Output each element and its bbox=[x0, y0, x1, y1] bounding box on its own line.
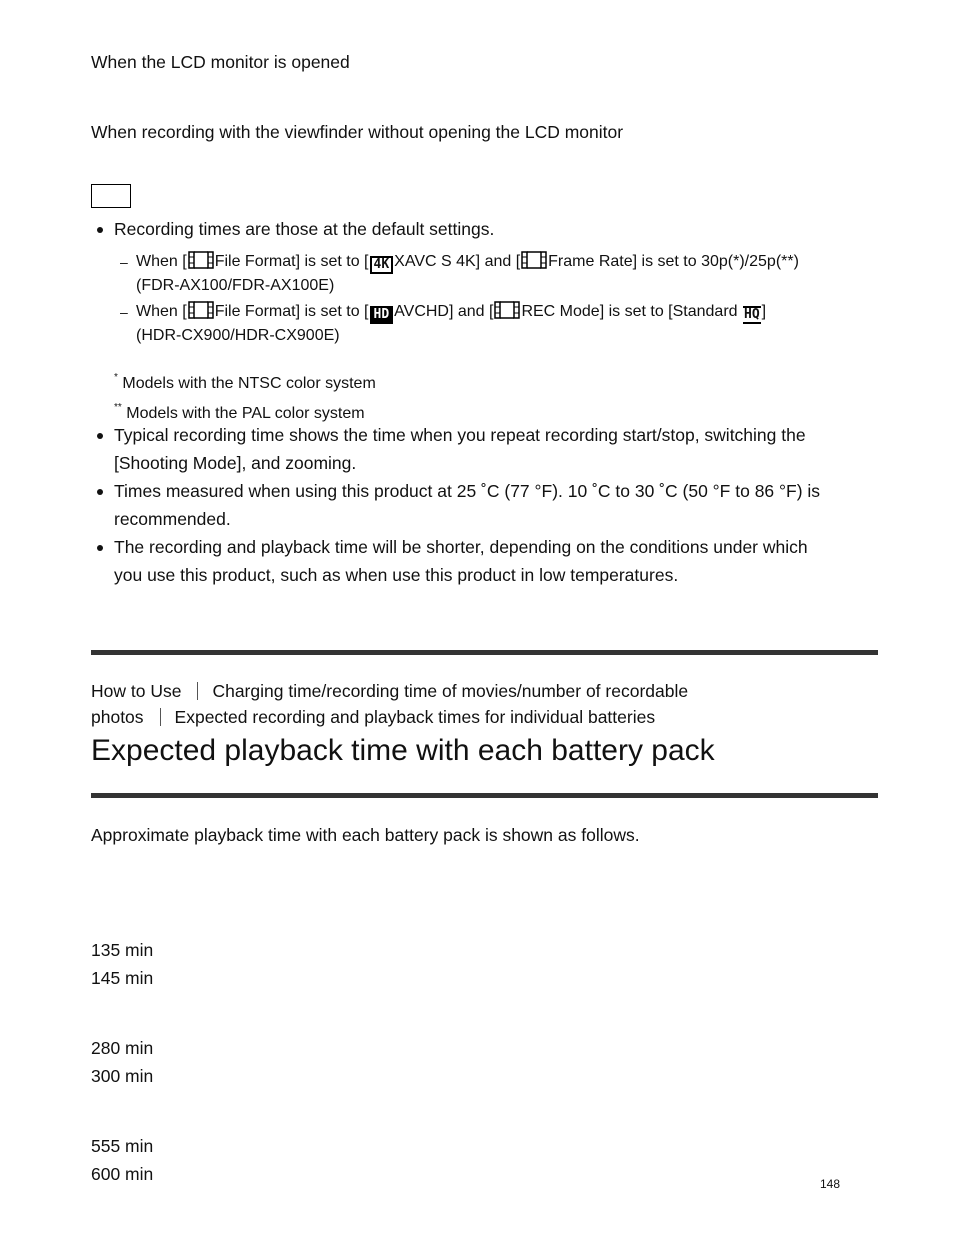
sub-note-1-models: (FDR-AX100/FDR-AX100E) bbox=[136, 277, 335, 294]
note-box bbox=[91, 184, 131, 208]
film-icon bbox=[521, 251, 547, 269]
bullet-dot bbox=[97, 227, 103, 233]
hq-icon: HQ bbox=[744, 307, 760, 322]
footnote-mark: * bbox=[114, 372, 118, 383]
note-bullet-4-line-1: The recording and playback time will be shorter, depending on the conditions under which bbox=[114, 537, 808, 557]
footnote-mark: ** bbox=[114, 402, 122, 413]
breadcrumb-charging-time[interactable]: Charging time/recording time of movies/number of recordable bbox=[212, 681, 689, 701]
playback-time-value: 600 min bbox=[91, 1164, 154, 1184]
sub-note-2 bbox=[136, 300, 766, 324]
film-icon bbox=[494, 301, 520, 319]
bullet-dot bbox=[97, 489, 103, 495]
viewfinder-label: When recording with the viewfinder without opening the LCD monitor bbox=[91, 122, 624, 142]
breadcrumb-separator bbox=[160, 708, 161, 726]
hd-icon: HD bbox=[370, 306, 394, 324]
playback-time-value: 280 min bbox=[91, 1038, 154, 1058]
page-number: 148 bbox=[820, 1177, 841, 1191]
note-bullet-2-line-2: [Shooting Mode], and zooming. bbox=[114, 453, 357, 473]
playback-time-value: 555 min bbox=[91, 1136, 154, 1156]
sub-note-2-p1: When [ bbox=[136, 303, 187, 320]
sub-note-2-p3: AVCHD] and [ bbox=[394, 303, 494, 320]
breadcrumb-expected-times[interactable]: Expected recording and playback times for individual batteries bbox=[174, 707, 656, 727]
dash-marker: – bbox=[120, 254, 128, 270]
breadcrumb-how-to-use[interactable]: How to Use bbox=[91, 681, 182, 701]
playback-time-value: 145 min bbox=[91, 968, 154, 988]
footnote-ntsc bbox=[114, 366, 376, 396]
film-icon bbox=[188, 251, 214, 269]
4k-icon: 4K bbox=[370, 256, 394, 274]
playback-time-value: 300 min bbox=[91, 1066, 154, 1086]
sub-note-2-p5: ] bbox=[761, 303, 767, 320]
intro-text: Approximate playback time with each battery pack is shown as follows. bbox=[91, 825, 640, 845]
sub-note-2-models: (HDR-CX900/HDR-CX900E) bbox=[136, 327, 340, 344]
section-divider bbox=[91, 650, 878, 655]
sub-note-2-p4: REC Mode] is set to [Standard bbox=[521, 303, 738, 320]
sub-note-1-p2: File Format] is set to [ bbox=[214, 253, 369, 270]
sub-note-1 bbox=[136, 250, 799, 274]
dash-marker: – bbox=[120, 304, 128, 320]
bullet-dot bbox=[97, 433, 103, 439]
breadcrumb-charging-time-cont[interactable]: photos bbox=[91, 707, 144, 727]
sub-note-2-p2: File Format] is set to [ bbox=[214, 303, 369, 320]
footnote-text: Models with the PAL color system bbox=[126, 405, 365, 422]
breadcrumb-separator bbox=[197, 682, 198, 700]
breadcrumb bbox=[91, 677, 688, 705]
note-bullet-1: Recording times are those at the default settings. bbox=[114, 219, 495, 239]
note-bullet-2-line-1: Typical recording time shows the time when you repeat recording start/stop, switching the bbox=[114, 425, 806, 445]
lcd-opened-label: When the LCD monitor is opened bbox=[91, 52, 350, 72]
film-icon bbox=[188, 301, 214, 319]
note-bullet-4-line-2: you use this product, such as when use this product in low temperatures. bbox=[114, 565, 679, 585]
footnote-text: Models with the NTSC color system bbox=[122, 375, 376, 392]
playback-time-value: 135 min bbox=[91, 940, 154, 960]
note-bullet-3-line-2: recommended. bbox=[114, 509, 231, 529]
note-bullet-3-line-1: Times measured when using this product at 25 ˚C (77 °F). 10 ˚C to 30 ˚C (50 °F to 86 °F) is bbox=[114, 481, 821, 501]
sub-note-1-p1: When [ bbox=[136, 253, 187, 270]
page-title: Expected playback time with each battery pack bbox=[91, 734, 715, 767]
bullet-dot bbox=[97, 545, 103, 551]
sub-note-1-p4: Frame Rate] is set to 30p(*)/25p(**) bbox=[548, 253, 799, 270]
breadcrumb-line-2 bbox=[91, 703, 655, 731]
title-divider bbox=[91, 793, 878, 798]
sub-note-1-p3: XAVC S 4K] and [ bbox=[394, 253, 521, 270]
